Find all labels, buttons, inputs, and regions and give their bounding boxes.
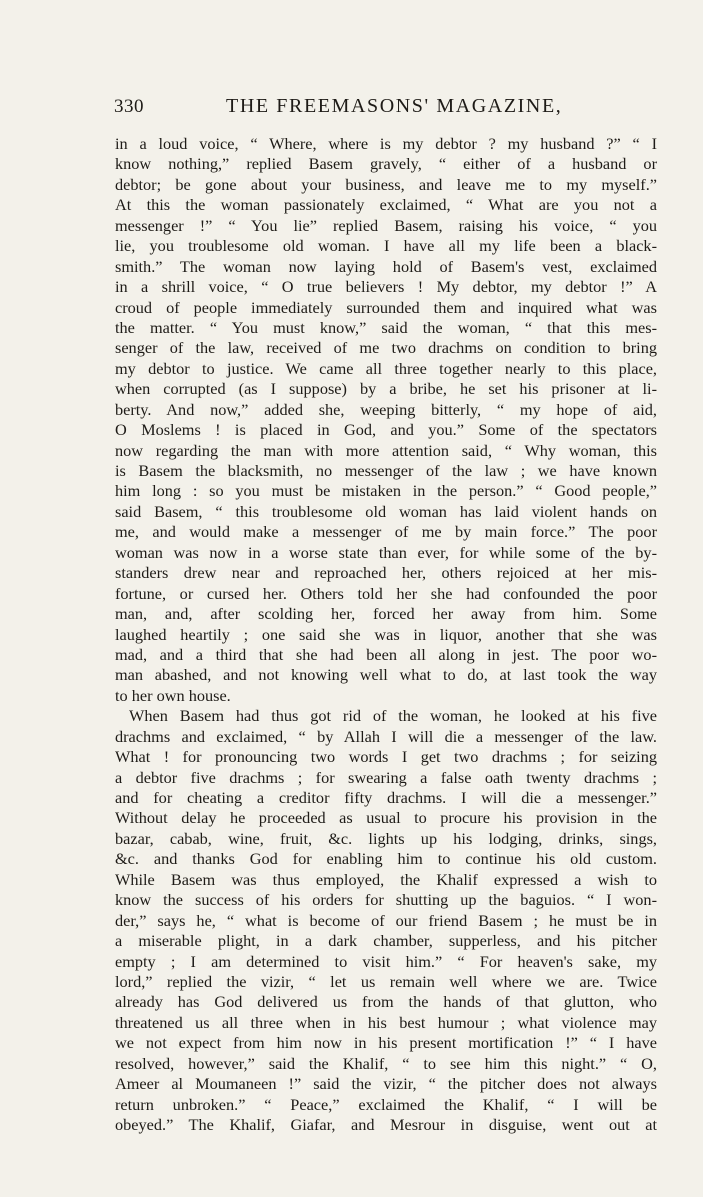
text-line: we not expect from him now in his present mortification !” “ I have: [115, 1033, 657, 1053]
text-line: obeyed.” The Khalif, Giafar, and Mesrour in disguise, went out at: [115, 1115, 657, 1134]
text-line: croud of people immediately surrounded them and inquired what was: [115, 297, 657, 317]
text-line: messenger !” “ You lie” replied Basem, raising his voice, “ you: [115, 215, 657, 235]
text-line: return unbroken.” “ Peace,” exclaimed the Khalif, “ I will be: [115, 1094, 657, 1114]
text-line: already has God delivered us from the hands of that glutton, who: [115, 992, 657, 1012]
text-line: What ! for pronouncing two words I get two drachms ; for seizing: [115, 747, 657, 767]
text-line: While Basem was thus employed, the Khalif expressed a wish to: [115, 869, 657, 889]
text-line: me, and would make a messenger of me by main force.” The poor: [115, 522, 657, 542]
text-line: When Basem had thus got rid of the woman, he looked at his five: [129, 706, 657, 726]
text-line: mad, and a third that she had been all along in jest. The poor wo-: [115, 644, 657, 664]
text-line: der,” says he, “ what is become of our friend Basem ; he must be in: [115, 910, 657, 930]
page-header: [114, 92, 654, 124]
text-line: woman was now in a worse state than ever, for while some of the by-: [115, 542, 657, 562]
text-line: man, and, after scolding her, forced her away from him. Some: [115, 604, 657, 624]
text-line: lie, you troublesome old woman. I have all my life been a black-: [115, 236, 657, 256]
text-line: man abashed, and not knowing well what to do, at last took the way: [115, 665, 657, 685]
text-line: in a shrill voice, “ O true believers ! My debtor, my debtor !” A: [115, 277, 657, 297]
text-line: a miserable plight, in a dark chamber, supperless, and his pitcher: [115, 931, 657, 951]
text-line: empty ; I am determined to visit him.” “ For heaven's sake, my: [115, 951, 657, 971]
text-line: know the success of his orders for shutting up the baguios. “ I won-: [115, 890, 657, 910]
text-line: a debtor five drachms ; for swearing a false oath twenty drachms ;: [115, 767, 657, 787]
text-line: when corrupted (as I suppose) by a bribe, he set his prisoner at li-: [115, 379, 657, 399]
text-line: the matter. “ You must know,” said the woman, “ that this mes-: [115, 317, 657, 337]
text-line: know nothing,” replied Basem gravely, “ either of a husband or: [115, 154, 657, 174]
text-line: berty. And now,” added she, weeping bitterly, “ my hope of aid,: [115, 399, 657, 419]
page-number: 330: [114, 96, 144, 117]
text-line: lord,” replied the vizir, “ let us remain well where we are. Twice: [115, 971, 657, 991]
text-line: to her own house.: [115, 685, 231, 705]
text-line: in a loud voice, “ Where, where is my debtor ? my husband ?” “ I: [115, 134, 657, 153]
text-line: standers drew near and reproached her, others rejoiced at her mis-: [115, 563, 657, 583]
text-line: debtor; be gone about your business, and leave me to my myself.”: [115, 174, 657, 194]
text-line: smith.” The woman now laying hold of Basem's vest, exclaimed: [115, 256, 657, 276]
text-line: O Moslems ! is placed in God, and you.” Some of the spectators: [115, 420, 657, 440]
text-line: threatened us all three when in his best humour ; what violence may: [115, 1012, 657, 1032]
text-line: and for cheating a creditor fifty drachms. I will die a messenger.”: [115, 788, 657, 807]
text-line: drachms and exclaimed, “ by Allah I will die a messenger of the law.: [115, 726, 657, 746]
text-line: now regarding the man with more attention said, “ Why woman, this: [115, 440, 657, 460]
text-line: said Basem, “ this troublesome old woman has laid violent hands on: [115, 501, 657, 521]
text-line: &c. and thanks God for enabling him to continue his old custom.: [115, 849, 657, 869]
text-line: resolved, however,” said the Khalif, “ to see him this night.” “ O,: [115, 1053, 657, 1073]
text-line: him long : so you must be mistaken in the person.” “ Good people,”: [115, 481, 657, 501]
text-line: bazar, cabab, wine, fruit, &c. lights up his lodging, drinks, sings,: [115, 828, 657, 848]
text-line: Ameer al Moumaneen !” said the vizir, “ the pitcher does not always: [115, 1074, 657, 1094]
text-line: Without delay he proceeded as usual to procure his provision in the: [115, 808, 657, 828]
text-line: senger of the law, received of me two drachms on condition to bring: [115, 338, 657, 358]
body-text: [115, 134, 657, 1135]
text-line: laughed heartily ; one said she was in liquor, another that she was: [115, 624, 657, 644]
text-line: fortune, or cursed her. Others told her she had confounded the poor: [115, 583, 657, 603]
running-title: THE FREEMASONS' MAGAZINE,: [226, 95, 563, 117]
text-line: is Basem the blacksmith, no messenger of the law ; we have known: [115, 461, 657, 480]
text-line: my debtor to justice. We came all three together nearly to this place,: [115, 358, 657, 378]
text-line: At this the woman passionately exclaimed, “ What are you not a: [115, 195, 657, 215]
